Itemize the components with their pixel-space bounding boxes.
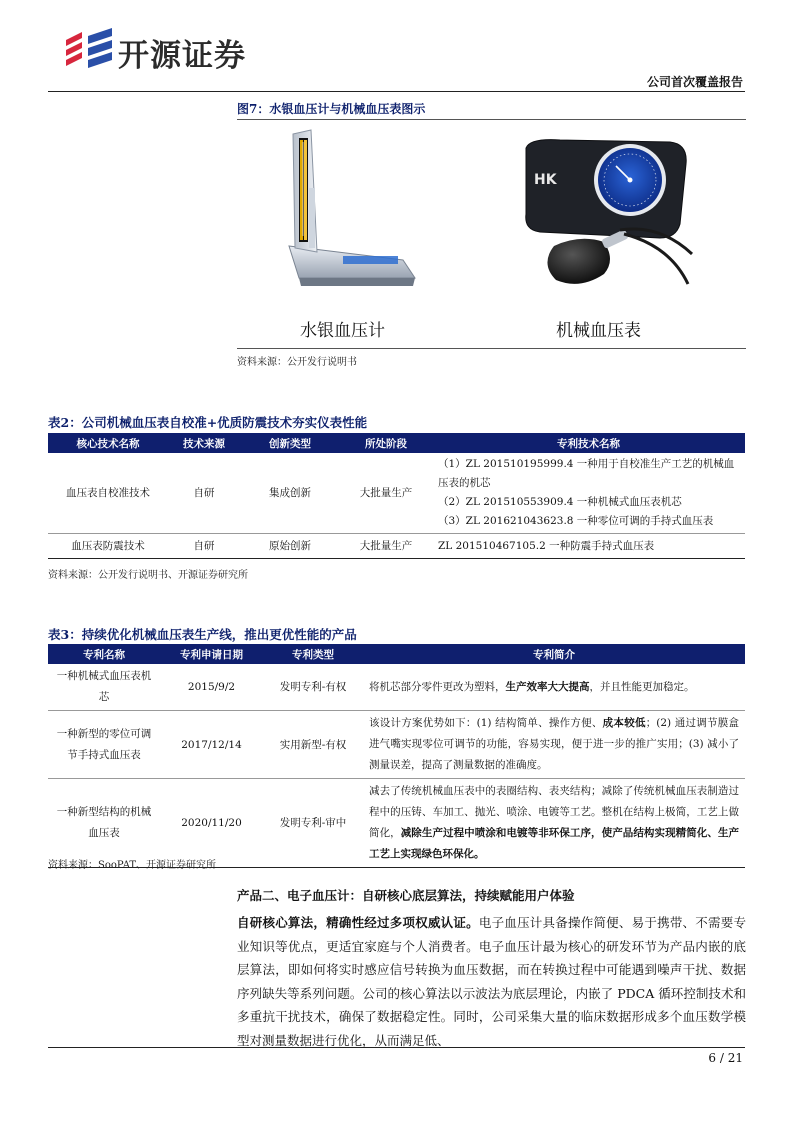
patent-intro-highlight: 成本较低 <box>602 717 646 729</box>
figure-bottom-rule <box>237 348 746 349</box>
company-logo-mark <box>60 26 120 74</box>
figure-caption-right: 机械血压表 <box>556 321 641 341</box>
table-row <box>48 711 745 779</box>
figure-caption-left: 水银血压计 <box>300 321 385 341</box>
table3-title: 表3：持续优化机械血压表生产线，推出更优性能的产品 <box>48 627 357 642</box>
tech-name-cell: 血压表防震技术 <box>48 534 168 559</box>
patent-intro-text: 该设计方案优势如下：(1) 结构简单、操作方便、 <box>369 717 603 729</box>
patent-names-cell <box>432 453 745 534</box>
patent-date-cell: 2020/11/20 <box>160 779 263 868</box>
patent-intro-highlight: 减除生产过程中喷涂和电镀等非环保工序，使产品结构实现精简化、生产工艺上实现绿色环保化。 <box>369 827 740 860</box>
table-row <box>48 779 745 868</box>
table-header-cell: 创新类型 <box>240 433 340 453</box>
table-row <box>48 664 745 711</box>
page-number: 6 / 21 <box>708 1051 743 1065</box>
table-header-cell: 技术来源 <box>168 433 240 453</box>
table-header-cell: 所处阶段 <box>340 433 432 453</box>
patent-intro-text: 减去了传统机械血压表中的表圈结构、表夹结构；减除了传统机械血压表制造过程中的压铸、车加工、抛光、喷涂、电镀等工艺。整机在结构上极简，工艺上做简化， <box>369 785 739 839</box>
svg-text:HK: HK <box>534 172 557 188</box>
table-row <box>48 453 745 534</box>
patent-intro-text: 将机芯部分零件更改为塑料， <box>369 681 506 693</box>
innovation-type-cell: 集成创新 <box>240 453 340 534</box>
paragraph-body: 电子血压计具备操作简便、易于携带、不需要专业知识等优点，更适宜家庭与个人消费者。电子血压计最为核心的研发环节为产品内嵌的底层算法，即如何将实时感应信号转换为血压数据，而在转换过程中可能遇到噪声干扰、数据序列缺失等系列问题。公司的核心算法以示波法为底层理论，内嵌了 PDCA 循环控制技术和多重抗干扰技术，确保了数据稳定性。同时，公司采集大量的临床数据形成多个血压数学模型对测量数据进行优化，从而满足低、 <box>237 915 746 1048</box>
patent-intro-cell <box>363 664 745 711</box>
patent-intro-highlight: 生产效率大大提高 <box>505 681 590 693</box>
figure-source: 资料来源：公开发行说明书 <box>237 357 357 368</box>
table-header-cell: 专利名称 <box>48 644 160 664</box>
patent-type-cell: 发明专利-有权 <box>263 664 363 711</box>
section-paragraph <box>237 911 746 1053</box>
section-title: 产品二、电子血压计：自研核心底层算法，持续赋能用户体验 <box>237 888 575 903</box>
patent-name-cell: 一种新型的零位可调节手持式血压表 <box>48 711 160 779</box>
header-divider <box>48 91 745 92</box>
table-header-cell: 专利技术名称 <box>432 433 745 453</box>
stage-cell: 大批量生产 <box>340 453 432 534</box>
table2-source: 资料来源：公开发行说明书、开源证券研究所 <box>48 570 248 581</box>
innovation-type-cell: 原始创新 <box>240 534 340 559</box>
patent-intro-cell <box>363 711 745 779</box>
tech-source-cell: 自研 <box>168 453 240 534</box>
patent-date-cell: 2015/9/2 <box>160 664 263 711</box>
table2-title: 表2：公司机械血压表自校准+优质防震技术夯实仪表性能 <box>48 415 368 430</box>
patent-name-cell: 一种机械式血压表机芯 <box>48 664 160 711</box>
patent-intro-text: ，并且性能更加稳定。 <box>589 681 695 693</box>
table-header-cell: 专利类型 <box>263 644 363 664</box>
table-row <box>48 534 745 559</box>
table2 <box>48 433 745 559</box>
stage-cell: 大批量生产 <box>340 534 432 559</box>
patent-item: （1）ZL 201510195999.4 一种用于自校准生产工艺的机械血压表的机芯 <box>438 458 735 489</box>
tech-name-cell: 血压表自校准技术 <box>48 453 168 534</box>
patent-name-cell: 一种新型结构的机械血压表 <box>48 779 160 868</box>
patent-type-cell: 实用新型-有权 <box>263 711 363 779</box>
company-name: 开源证券 <box>118 38 246 74</box>
table-header-row <box>48 433 745 453</box>
patent-names-cell: ZL 201510467105.2 一种防震手持式血压表 <box>432 534 745 559</box>
table-header-cell: 核心技术名称 <box>48 433 168 453</box>
patent-type-cell: 发明专利-审中 <box>263 779 363 868</box>
patent-intro-cell <box>363 779 745 868</box>
table3 <box>48 644 745 868</box>
patent-intro-text: ；(2) 通过调节膜盒进气嘴实现零位可调节的功能，容易实现，便于进一步的推广实用；(3) 减小了测量误差，提高了测量数据的准确度。 <box>369 717 739 771</box>
paragraph-lead: 自研核心算法，精确性经过多项权威认证。 <box>237 915 479 930</box>
tech-source-cell: 自研 <box>168 534 240 559</box>
patent-item: （2）ZL 201510553909.4 一种机械式血压表机芯 <box>438 496 682 508</box>
table3-source: 资料来源：SooPAT、开源证券研究所 <box>48 860 217 871</box>
patent-date-cell: 2017/12/14 <box>160 711 263 779</box>
figure-top-rule <box>237 119 746 120</box>
table-header-cell: 专利申请日期 <box>160 644 263 664</box>
mechanical-sphygmomanometer-image <box>520 134 695 289</box>
footer-divider <box>48 1047 745 1048</box>
report-type: 公司首次覆盖报告 <box>646 75 743 89</box>
mercury-sphygmomanometer-image <box>283 128 418 288</box>
figure-title: 图7：水银血压计与机械血压表图示 <box>237 102 426 116</box>
table-header-cell: 专利简介 <box>363 644 745 664</box>
patent-item: （3）ZL 201621043623.8 一种零位可调的手持式血压表 <box>438 515 714 527</box>
table-header-row <box>48 644 745 664</box>
